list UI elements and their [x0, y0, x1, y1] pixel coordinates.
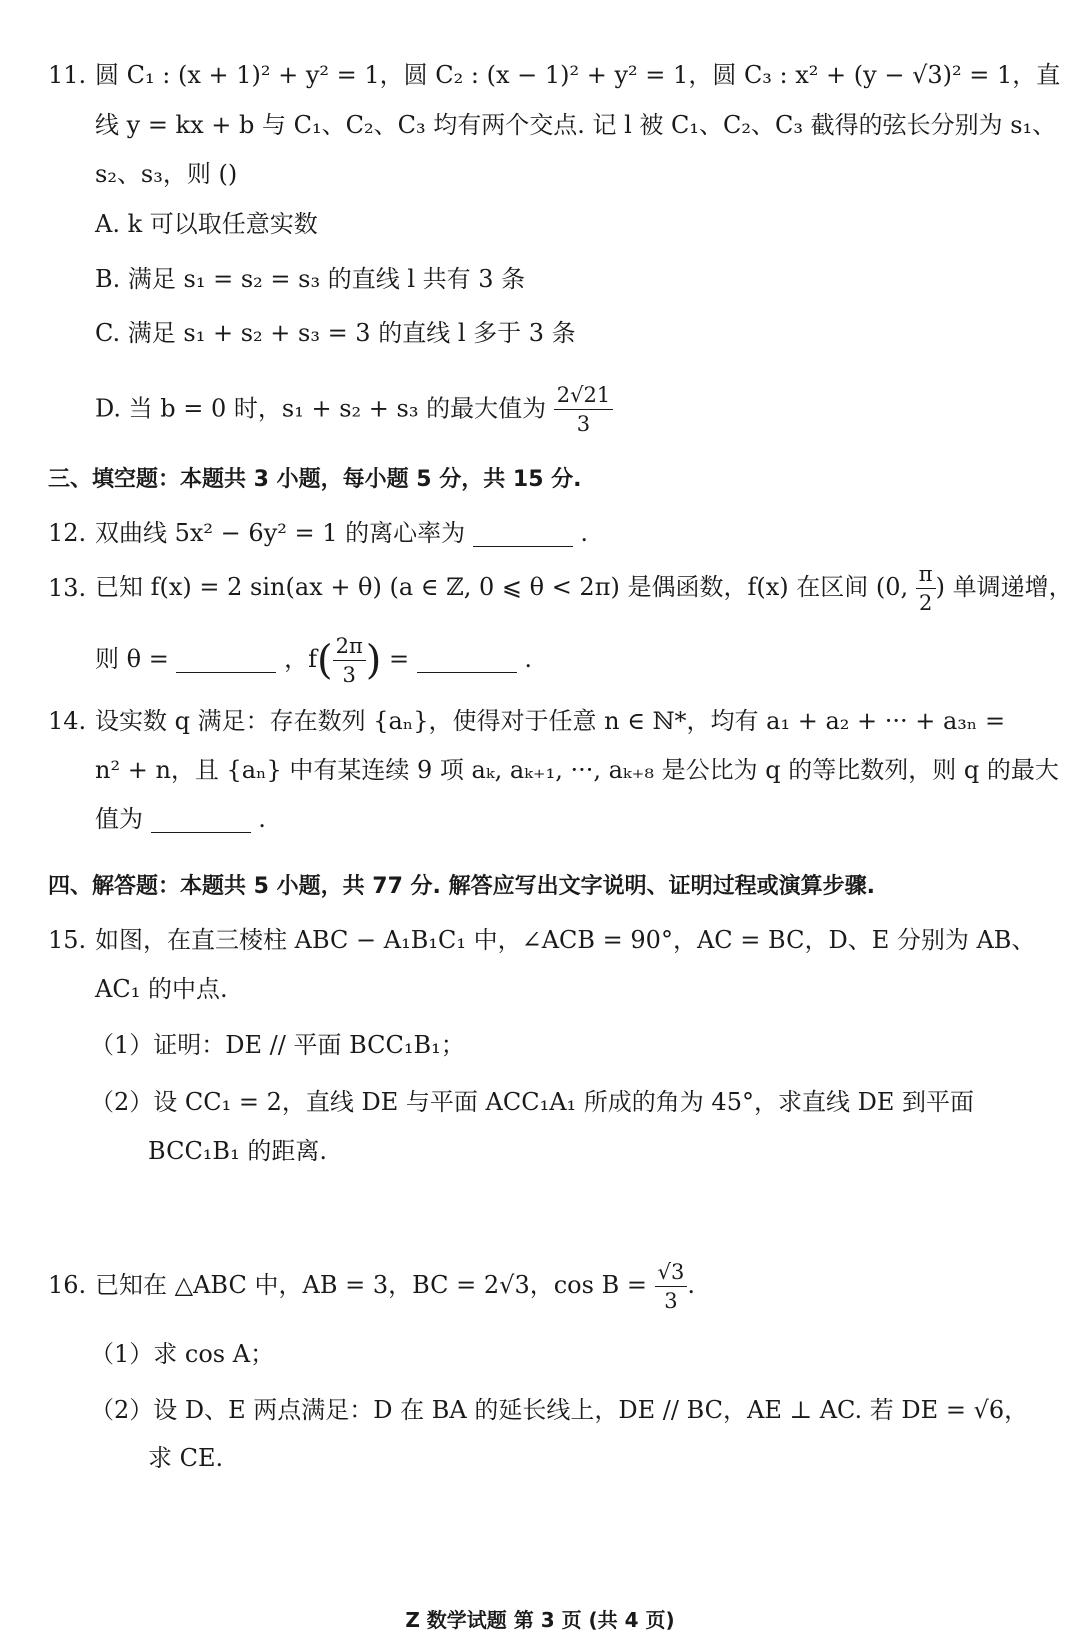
- q14-period: .: [258, 805, 266, 833]
- q16-cosb-numerator: √3: [655, 1262, 688, 1287]
- q12-number: 12.: [48, 519, 87, 547]
- q16-part2-line1: （2）设 D、E 两点满足：D 在 BA 的延长线上，DE // BC，AE ⊥ AC. 若 DE = √6，: [90, 1396, 1029, 1424]
- q11-line2: 线 y = kx + b 与 C₁、C₂、C₃ 均有两个交点. 记 l 被 C₁、C₂、C₃ 截得的弦长分别为 s₁、: [95, 111, 1057, 139]
- page-footer: Z 数学试题 第 3 页 (共 4 页): [405, 1608, 675, 1632]
- q13-period: .: [524, 645, 533, 673]
- q14-number: 14.: [48, 707, 87, 735]
- q12-period: .: [580, 519, 589, 547]
- q14-line2: n² + n，且 {aₙ} 中有某连续 9 项 aₖ, aₖ₊₁, ···, aₖ₊₈ 是公比为 q 的等比数列，则 q 的最大: [95, 756, 1059, 784]
- q15-line2: AC₁ 的中点.: [95, 975, 228, 1003]
- q16-line1: [95, 1255, 695, 1315]
- q13-line1-tail: ) 单调递增，: [935, 573, 1073, 601]
- q12-text: 双曲线 5x² − 6y² = 1 的离心率为: [95, 519, 466, 547]
- q11-line3: s₂、s₃，则 (): [95, 160, 238, 188]
- q13-interval-fraction: [916, 561, 936, 615]
- q13-interval-denominator: 2: [919, 590, 933, 615]
- q16-part1: （1）求 cos A；: [90, 1340, 275, 1368]
- q15-part1: （1）证明：DE // 平面 BCC₁B₁；: [90, 1031, 465, 1059]
- q16-cosb-fraction: [655, 1259, 688, 1313]
- q15-part2-line2: BCC₁B₁ 的距离.: [148, 1137, 327, 1165]
- q13-f-value-blank[interactable]: [417, 648, 517, 673]
- section-4-heading: 四、解答题：本题共 5 小题，共 77 分. 解答应写出文字说明、证明过程或演算步骤.: [48, 874, 875, 899]
- q11-option-a: A. k 可以取任意实数: [95, 210, 318, 238]
- q13-right-paren: ): [365, 637, 382, 684]
- q13-theta-blank[interactable]: [176, 648, 276, 673]
- q14-answer-blank[interactable]: [151, 808, 251, 833]
- q16-cosb-denominator: 3: [664, 1288, 678, 1313]
- q13-number: 13.: [48, 574, 87, 602]
- q15-number: 15.: [48, 926, 87, 954]
- q12-answer-blank[interactable]: [473, 522, 573, 547]
- q16-period: .: [687, 1271, 695, 1299]
- q11-option-c: C. 满足 s₁ + s₂ + s₃ = 3 的直线 l 多于 3 条: [95, 319, 576, 347]
- q14-line1: 设实数 q 满足：存在数列 {aₙ}，使得对于任意 n ∈ ℕ*，均有 a₁ + a₂ + ··· + a₃ₙ =: [95, 707, 1006, 735]
- q13-equals: =: [389, 645, 410, 673]
- q16-number: 16.: [48, 1271, 87, 1299]
- q13-f-numerator: 2π: [333, 636, 366, 661]
- q15-part2-line1: （2）设 CC₁ = 2，直线 DE 与平面 ACC₁A₁ 所成的角为 45°，求直线 DE 到平面: [90, 1088, 974, 1116]
- q14-line3: [95, 802, 266, 836]
- q13-theta-label: 则 θ =: [95, 645, 169, 673]
- q15-line1: 如图，在直三棱柱 ABC − A₁B₁C₁ 中，∠ACB = 90°，AC = BC，D、E 分别为 AB、: [95, 926, 1036, 954]
- q11-line1: 圆 C₁ : (x + 1)² + y² = 1，圆 C₂ : (x − 1)² + y² = 1，圆 C₃ : x² + (y − √3)² = 1，直: [95, 61, 1061, 89]
- q11-option-d-text: D. 当 b = 0 时，s₁ + s₂ + s₃ 的最大值为: [95, 394, 547, 423]
- q13-f-argument-fraction: [333, 633, 366, 687]
- q12-line: [95, 516, 588, 550]
- q13-left-paren: (: [317, 637, 333, 684]
- q16-text: 已知在 △ABC 中，AB = 3，BC = 2√3，cos B =: [95, 1271, 647, 1299]
- q11-option-d-fraction: [554, 385, 613, 435]
- q13-f-label: ，f: [284, 645, 317, 673]
- q11-number: 11.: [48, 61, 87, 89]
- q13-interval-numerator: π: [916, 564, 936, 589]
- q11-option-b: B. 满足 s₁ = s₂ = s₃ 的直线 l 共有 3 条: [95, 265, 526, 293]
- q16-part2-line2: 求 CE.: [148, 1444, 224, 1472]
- q13-f-denominator: 3: [342, 662, 356, 687]
- q11-option-d-denominator: 3: [576, 412, 591, 436]
- q11-option-d-numerator: 2√21: [554, 385, 613, 410]
- section-3-heading: 三、填空题：本题共 3 小题，每小题 5 分，共 15 分.: [48, 467, 582, 492]
- q13-line2: [95, 631, 532, 689]
- q13-line1-text: 已知 f(x) = 2 sin(ax + θ) (a ∈ ℤ, 0 ⩽ θ < 2π) 是偶函数，f(x) 在区间 (0,: [95, 573, 909, 601]
- q14-line3-text: 值为: [95, 805, 143, 833]
- q11-option-d: [95, 385, 613, 435]
- q13-line1: [95, 561, 1073, 614]
